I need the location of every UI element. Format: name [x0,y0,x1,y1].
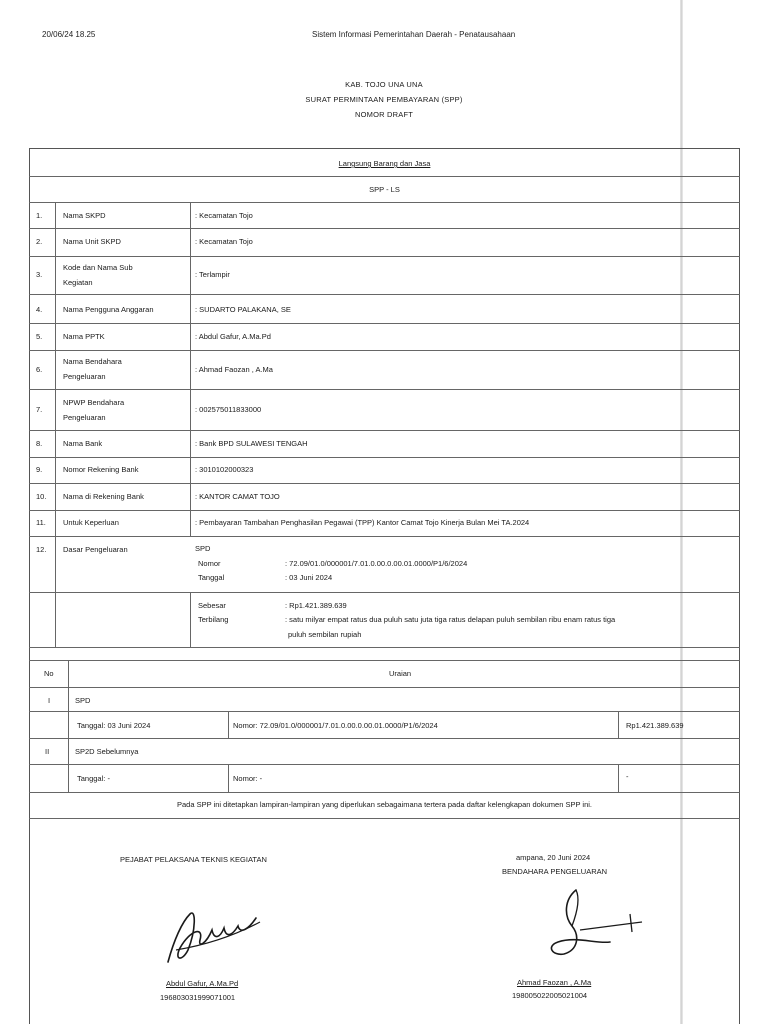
row-label: Nama di Rekening Bank [63,492,144,501]
left-signer-title: PEJABAT PELAKSANA TEKNIS KEGIATAN [120,855,267,864]
print-timestamp: 20/06/24 18.25 [42,30,96,39]
row-value: : Kecamatan Tojo [195,237,253,246]
divider [29,647,740,648]
divider [29,350,740,351]
row-label: Nama Pengguna Anggaran [63,305,154,314]
divider [29,228,740,229]
divider [29,818,740,819]
column-divider [228,764,229,792]
divider [29,389,740,390]
row-value: : Pembayaran Tambahan Penghasilan Pegawai (TPP) Kantor Camat Tojo Kinerja Bulan Mei TA.2024 [195,518,530,527]
divider [29,176,740,177]
divider [29,592,740,593]
divider [29,323,740,324]
divider [29,711,740,712]
row-number: 11. [36,518,46,527]
row-number: 9. [36,465,43,474]
column-divider [68,660,69,792]
sp2d-amount: - [626,772,629,781]
left-signature [160,900,270,970]
row-label: Kode dan Nama Sub [63,263,133,272]
row-value: : SUDARTO PALAKANA, SE [195,305,291,314]
divider [29,764,740,765]
row-value: : Terlampir [195,270,230,279]
row-value: : Ahmad Faozan , A.Ma [195,365,273,374]
row-number: 7. [36,405,43,414]
row-value: : Kecamatan Tojo [195,211,253,220]
row-value: : 3010102000323 [195,465,254,474]
row-label: Nama Bank [63,439,103,448]
row-value: : Abdul Gafur, A.Ma.Pd [195,332,271,341]
spd-tanggal-label: Tanggal [198,573,225,582]
column-divider [190,202,191,536]
column-header-no: No [44,669,54,678]
divider [29,294,740,295]
place-date: ampana, 20 Juni 2024 [516,853,591,862]
row-label: Pengeluaran [63,413,106,422]
row-number: 4. [36,305,43,314]
section-title: Langsung Barang dan Jasa [338,159,431,168]
row-label: Kegiatan [63,278,93,287]
divider [29,256,740,257]
divider [29,457,740,458]
right-signer-name: Ahmad Faozan , A.Ma [517,978,592,987]
spd-tanggal: Tanggal: 03 Juni 2024 [77,721,151,730]
column-divider [618,764,619,792]
spd-title: SPD [195,544,211,553]
sp2d-tanggal: Tanggal: - [77,774,110,783]
left-signer-nip: 196803031999071001 [160,993,236,1002]
terbilang-label: Terbilang [198,615,229,624]
row-number: 6. [36,365,43,374]
row-label: Dasar Pengeluaran [63,545,128,554]
spd-amount: Rp1.421.389.639 [626,721,684,730]
row-label: Nama SKPD [63,211,106,220]
attachment-note: Pada SPP ini ditetapkan lampiran-lampiran yang diperlukan sebagaimana tertera pada daftar kelengkapan dokumen SPP ini. [177,800,592,809]
row-number: 10. [36,492,47,501]
heading-line-2: SURAT PERMINTAAN PEMBAYARAN (SPP) [305,95,463,104]
system-name: Sistem Informasi Pemerintahan Daerah - Penatausahaan [312,30,516,39]
row-label: NPWP Bendahara [63,398,125,407]
heading-line-3: NOMOR DRAFT [354,110,414,119]
terbilang-value-cont: puluh sembilan rupiah [288,630,362,639]
row-number: 8. [36,439,43,448]
right-signer-nip: 198005022005021004 [512,991,588,1000]
spd-tanggal-value: : 03 Juni 2024 [285,573,333,582]
document-heading [0,77,768,122]
row-label: Pengeluaran [63,372,106,381]
divider [29,510,740,511]
right-signer-title: BENDAHARA PENGELUARAN [502,867,608,876]
row-label: Nama Unit SKPD [63,237,121,246]
spd-nomor: Nomor: 72.09/01.0/000001/7.01.0.00.0.00.01.0000/P1/6/2024 [233,721,438,730]
row-number: 5. [36,332,43,341]
divider [29,738,740,739]
row-label: Nomor Rekening Bank [63,465,139,474]
divider [29,536,740,537]
row-number: 12. [36,545,47,554]
divider [29,660,740,661]
row-number: 2. [36,237,43,246]
group-number: I [48,696,51,705]
row-number: 3. [36,270,43,279]
divider [29,430,740,431]
sp2d-nomor: Nomor: - [233,774,263,783]
right-signature [520,886,650,966]
row-label: Nama PPTK [63,332,105,341]
spd-nomor-label: Nomor [198,559,221,568]
sebesar-label: Sebesar [198,601,226,610]
row-value: : 002575011833000 [195,405,262,414]
column-divider [55,202,56,647]
terbilang-value: : satu milyar empat ratus dua puluh satu juta tiga ratus delapan puluh sembilan ribu enam ratus tiga [285,615,616,624]
row-number: 1. [36,211,43,220]
column-divider [228,711,229,738]
left-signer-name: Abdul Gafur, A.Ma.Pd [166,979,239,988]
row-value: : KANTOR CAMAT TOJO [195,492,280,501]
heading-line-1: KAB. TOJO UNA UNA [345,80,423,89]
row-label: Nama Bendahara [63,357,122,366]
section-subtitle: SPP - LS [369,185,400,194]
row-label: Untuk Keperluan [63,518,119,527]
column-header-uraian: Uraian [389,669,412,678]
divider [29,202,740,203]
group-number: II [45,747,50,756]
spd-nomor-value: : 72.09/01.0/000001/7.01.0.00.0.00.01.0000/P1/6/2024 [285,559,468,568]
divider [29,483,740,484]
sebesar-value: : Rp1.421.389.639 [285,601,347,610]
row-value: : Bank BPD SULAWESI TENGAH [195,439,308,448]
group-label: SPD [75,696,91,705]
divider [29,792,740,793]
column-divider [190,592,191,647]
column-divider [618,711,619,738]
group-label: SP2D Sebelumnya [75,747,139,756]
divider [29,687,740,688]
